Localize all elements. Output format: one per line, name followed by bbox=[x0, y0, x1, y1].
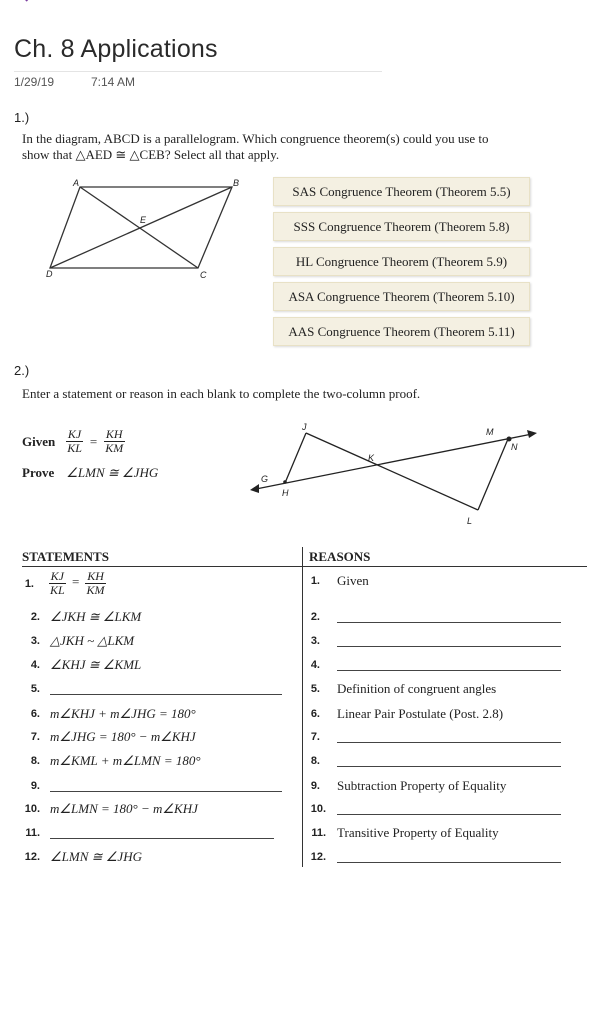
given-fraction-kj-kl bbox=[65, 428, 84, 455]
statement-10: m∠LMN = 180° − m∠KHJ bbox=[50, 801, 198, 816]
reason-6: Linear Pair Postulate (Post. 2.8) bbox=[337, 706, 504, 721]
statement-1-num-kj: KJ bbox=[50, 569, 65, 583]
option-sss[interactable]: SSS Congruence Theorem (Theorem 5.8) bbox=[273, 212, 530, 241]
label-b: B bbox=[233, 178, 240, 188]
given-den-kl: KL bbox=[67, 441, 82, 455]
reason-number-12: 12. bbox=[310, 851, 326, 863]
reason-8-blank[interactable] bbox=[337, 766, 561, 767]
given-den-km: KM bbox=[105, 441, 124, 455]
statement-1-fraction-kh-km bbox=[85, 570, 107, 597]
table-header-rule bbox=[22, 566, 587, 567]
segment-jl bbox=[306, 433, 478, 510]
question-1-number: 1.) bbox=[14, 110, 30, 125]
angle-proof-diagram bbox=[240, 420, 545, 532]
label-e: E bbox=[140, 215, 147, 225]
given-label: Given bbox=[22, 433, 56, 449]
statements-header: STATEMENTS bbox=[22, 549, 109, 564]
reason-number-2: 2. bbox=[310, 611, 320, 623]
label-l: L bbox=[467, 516, 473, 526]
statement-number-11: 11. bbox=[25, 827, 40, 839]
statement-11-blank[interactable] bbox=[50, 838, 274, 839]
reason-2-blank[interactable] bbox=[337, 622, 561, 623]
diagonal-ac bbox=[80, 187, 198, 268]
reason-5: Definition of congruent angles bbox=[337, 681, 497, 696]
statement-number-1: 1. bbox=[24, 578, 34, 590]
statement-number-4: 4. bbox=[30, 659, 40, 671]
statement-12: ∠LMN ≅ ∠JHG bbox=[50, 849, 142, 864]
reason-number-8: 8. bbox=[310, 755, 320, 767]
statement-1-fraction-kj-kl bbox=[48, 570, 67, 597]
option-aas[interactable]: AAS Congruence Theorem (Theorem 5.11) bbox=[273, 317, 530, 346]
reason-9: Subtraction Property of Equality bbox=[337, 778, 507, 793]
label-h: H bbox=[282, 488, 289, 498]
statement-number-12: 12. bbox=[24, 851, 40, 863]
statement-number-5: 5. bbox=[30, 683, 40, 695]
back-chevron-icon[interactable] bbox=[22, 0, 36, 8]
option-asa[interactable]: ASA Congruence Theorem (Theorem 5.10) bbox=[273, 282, 530, 311]
reason-4-blank[interactable] bbox=[337, 670, 561, 671]
given-num-kj: KJ bbox=[67, 427, 82, 441]
prove-label: Prove bbox=[22, 465, 55, 480]
table-column-divider bbox=[302, 547, 303, 867]
statement-number-3: 3. bbox=[30, 635, 40, 647]
statement-6: m∠KHJ + m∠JHG = 180° bbox=[50, 706, 196, 721]
title-divider bbox=[14, 71, 382, 72]
arrow-right-icon bbox=[527, 430, 537, 438]
reason-number-6: 6. bbox=[310, 708, 320, 720]
statement-number-9: 9. bbox=[30, 780, 40, 792]
given-prove-block bbox=[22, 428, 158, 481]
label-j: J bbox=[302, 422, 307, 432]
reason-number-1: 1. bbox=[310, 575, 320, 587]
statement-number-8: 8. bbox=[30, 755, 40, 767]
given-num-kh: KH bbox=[105, 427, 123, 441]
statement-8: m∠KML + m∠LMN = 180° bbox=[50, 753, 201, 768]
given-fraction-kh-km bbox=[103, 428, 125, 455]
page-title: Ch. 8 Applications bbox=[14, 35, 218, 63]
note-date: 1/29/19 bbox=[14, 75, 55, 89]
statement-number-2: 2. bbox=[30, 611, 40, 623]
reasons-header: REASONS bbox=[309, 549, 371, 564]
note-time: 7:14 AM bbox=[91, 75, 136, 89]
question-1-text: In the diagram, ABCD is a parallelogram. Which congruence theorem(s) could you use to show that △AED ≅ △CEB? Select all that apply. bbox=[22, 131, 489, 162]
reason-number-3: 3. bbox=[310, 635, 320, 647]
prove-statement: ∠LMN ≅ ∠JHG bbox=[66, 465, 159, 480]
statement-2: ∠JKH ≅ ∠LKM bbox=[50, 609, 142, 624]
given-equals: = bbox=[89, 433, 98, 449]
question-2-text: Enter a statement or reason in each blank to complete the two-column proof. bbox=[22, 386, 421, 401]
statement-4: ∠KHJ ≅ ∠KML bbox=[50, 657, 142, 672]
statement-number-10: 10. bbox=[24, 803, 40, 815]
label-g: G bbox=[261, 474, 269, 484]
statement-number-6: 6. bbox=[30, 708, 40, 720]
reason-10-blank[interactable] bbox=[337, 814, 561, 815]
reason-number-7: 7. bbox=[310, 731, 320, 743]
point-m bbox=[507, 437, 512, 442]
statement-1-equals: = bbox=[71, 574, 80, 590]
statement-1-num-kh: KH bbox=[87, 569, 104, 583]
option-hl[interactable]: HL Congruence Theorem (Theorem 5.9) bbox=[273, 247, 530, 276]
reason-number-10: 10. bbox=[310, 803, 326, 815]
label-d: D bbox=[46, 269, 53, 279]
segment-ml bbox=[478, 439, 508, 510]
reason-11: Transitive Property of Equality bbox=[337, 825, 499, 840]
label-c: C bbox=[200, 270, 207, 280]
point-h bbox=[283, 480, 287, 484]
label-n: N bbox=[511, 442, 518, 452]
statement-5-blank[interactable] bbox=[50, 694, 282, 695]
reason-1: Given bbox=[337, 573, 369, 588]
reason-3-blank[interactable] bbox=[337, 646, 561, 647]
label-k: K bbox=[368, 453, 375, 463]
statement-number-7: 7. bbox=[30, 731, 40, 743]
reason-number-4: 4. bbox=[310, 659, 320, 671]
reason-12-blank[interactable] bbox=[337, 862, 561, 863]
statement-1-den-kl: KL bbox=[50, 583, 65, 597]
arrow-left-icon bbox=[250, 484, 259, 493]
question-2-number: 2.) bbox=[14, 363, 30, 378]
label-m: M bbox=[486, 427, 494, 437]
diagonal-bd bbox=[50, 187, 232, 268]
statement-1-den-km: KM bbox=[86, 583, 105, 597]
segment-jh bbox=[285, 433, 306, 483]
statement-9-blank[interactable] bbox=[50, 791, 282, 792]
reason-number-9: 9. bbox=[310, 780, 320, 792]
reason-number-5: 5. bbox=[310, 683, 320, 695]
option-sas[interactable]: SAS Congruence Theorem (Theorem 5.5) bbox=[273, 177, 530, 206]
statement-3: △JKH ~ △LKM bbox=[50, 633, 135, 648]
statement-1 bbox=[48, 570, 107, 597]
parallelogram-diagram bbox=[40, 178, 250, 288]
statement-7: m∠JHG = 180° − m∠KHJ bbox=[50, 729, 196, 744]
label-a: A bbox=[73, 178, 80, 188]
reason-number-11: 11. bbox=[311, 827, 326, 839]
reason-7-blank[interactable] bbox=[337, 742, 561, 743]
